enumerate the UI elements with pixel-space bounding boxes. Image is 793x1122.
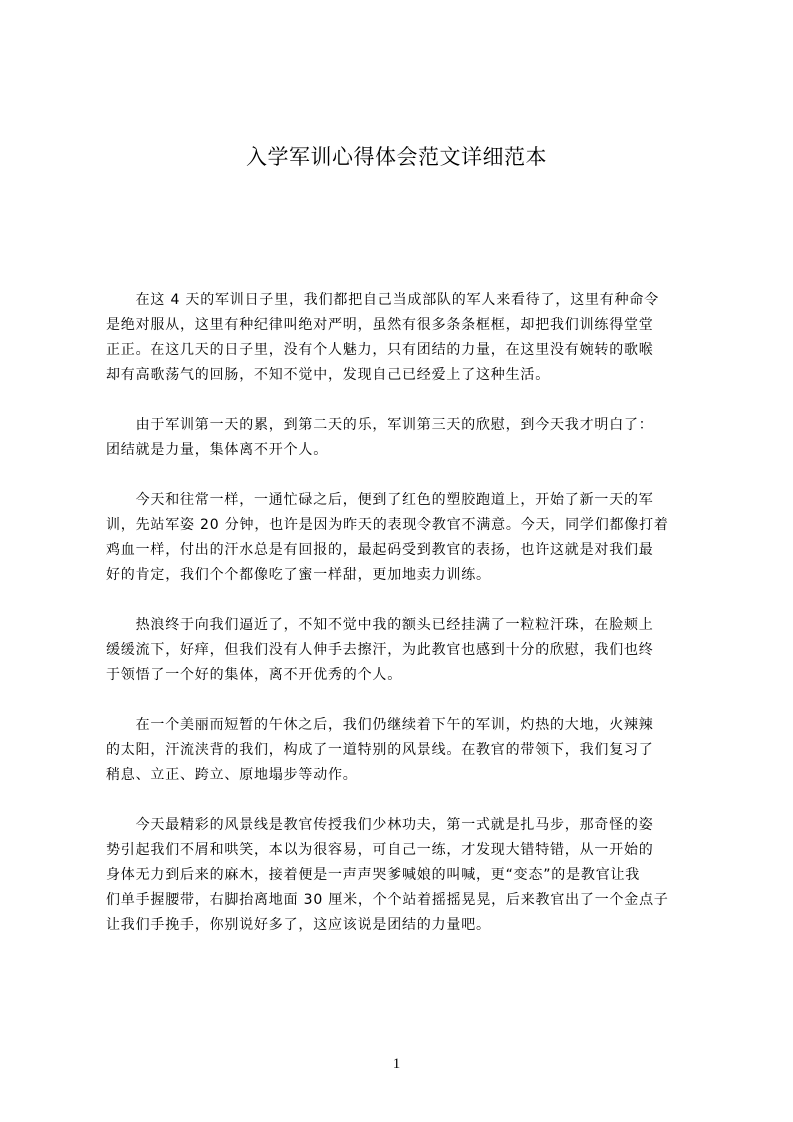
text-line: 让我们手挽手，你别说好多了，这应该说是团结的力量吧。 xyxy=(106,917,491,933)
text-line: 训，先站军姿 20 分钟，也许是因为昨天的表现令教官不满意。今天，同学们都像打着 xyxy=(106,517,669,533)
text-line: 在这 4 天的军训日子里，我们都把自己当成部队的军人来看待了，这里有种命令 xyxy=(106,292,660,308)
text-line: 团结就是力量，集体离不开个人。 xyxy=(106,442,328,458)
text-line: 缓缓流下，好痒，但我们没有人伸手去擦汗，为此教官也感到十分的欣慰，我们也终 xyxy=(106,642,654,658)
text-line: 由于军训第一天的累，到第二天的乐，军训第三天的欣慰，到今天我才明白了： xyxy=(106,417,654,433)
paragraph-2 xyxy=(106,413,696,463)
text-line: 正正。在这几天的日子里，没有个人魅力，只有团结的力量，在这里没有婉转的歌喉 xyxy=(106,342,654,358)
text-line: 于领悟了一个好的集体，离不开优秀的个人。 xyxy=(106,667,402,683)
paragraph-5 xyxy=(106,713,696,788)
paragraph-1 xyxy=(106,288,696,388)
text-line: 势引起我们不屑和哄笑，本以为很容易，可自己一练，才发现大错特错，从一开始的 xyxy=(106,842,654,858)
document-title: 入学军训心得体会范文详细范本 xyxy=(246,145,547,169)
text-line: 身体无力到后来的麻木，接着便是一声声哭爹喊娘的叫喊，更“变态”的是教官让我 xyxy=(106,867,641,883)
document-body xyxy=(106,288,696,963)
paragraph-3 xyxy=(106,488,696,588)
paragraph-4 xyxy=(106,613,696,688)
page-number: 1 xyxy=(392,1056,401,1072)
text-line: 的太阳，汗流浃背的我们，构成了一道特别的风景线。在教官的带领下，我们复习了 xyxy=(106,742,654,758)
text-line: 好的肯定，我们个个都像吃了蜜一样甜，更加地卖力训练。 xyxy=(106,567,491,583)
text-line: 鸡血一样，付出的汗水总是有回报的，最起码受到教官的表扬，也许这就是对我们最 xyxy=(106,542,654,558)
text-line: 今天最精彩的风景线是教官传授我们少林功夫，第一式就是扎马步，那奇怪的姿 xyxy=(106,817,654,833)
text-line: 却有高歌荡气的回肠，不知不觉中，发现自己已经爱上了这种生活。 xyxy=(106,367,550,383)
text-line: 今天和往常一样，一通忙碌之后，便到了红色的塑胶跑道上，开始了新一天的军 xyxy=(106,492,654,508)
text-line: 热浪终于向我们逼近了，不知不觉中我的额头已经挂满了一粒粒汗珠，在脸颊上 xyxy=(106,617,654,633)
paragraph-6 xyxy=(106,813,696,938)
text-line: 们单手握腰带，右脚抬离地面 30 厘米，个个站着摇摇晃晃，后来教官出了一个金点子 xyxy=(106,892,669,908)
text-line: 是绝对服从，这里有种纪律叫绝对严明，虽然有很多条条框框，却把我们训练得堂堂 xyxy=(106,317,654,333)
text-line: 在一个美丽而短暂的午休之后，我们仍继续着下午的军训，灼热的大地，火辣辣 xyxy=(106,717,654,733)
text-line: 稍息、立正、跨立、原地塌步等动作。 xyxy=(106,767,358,783)
